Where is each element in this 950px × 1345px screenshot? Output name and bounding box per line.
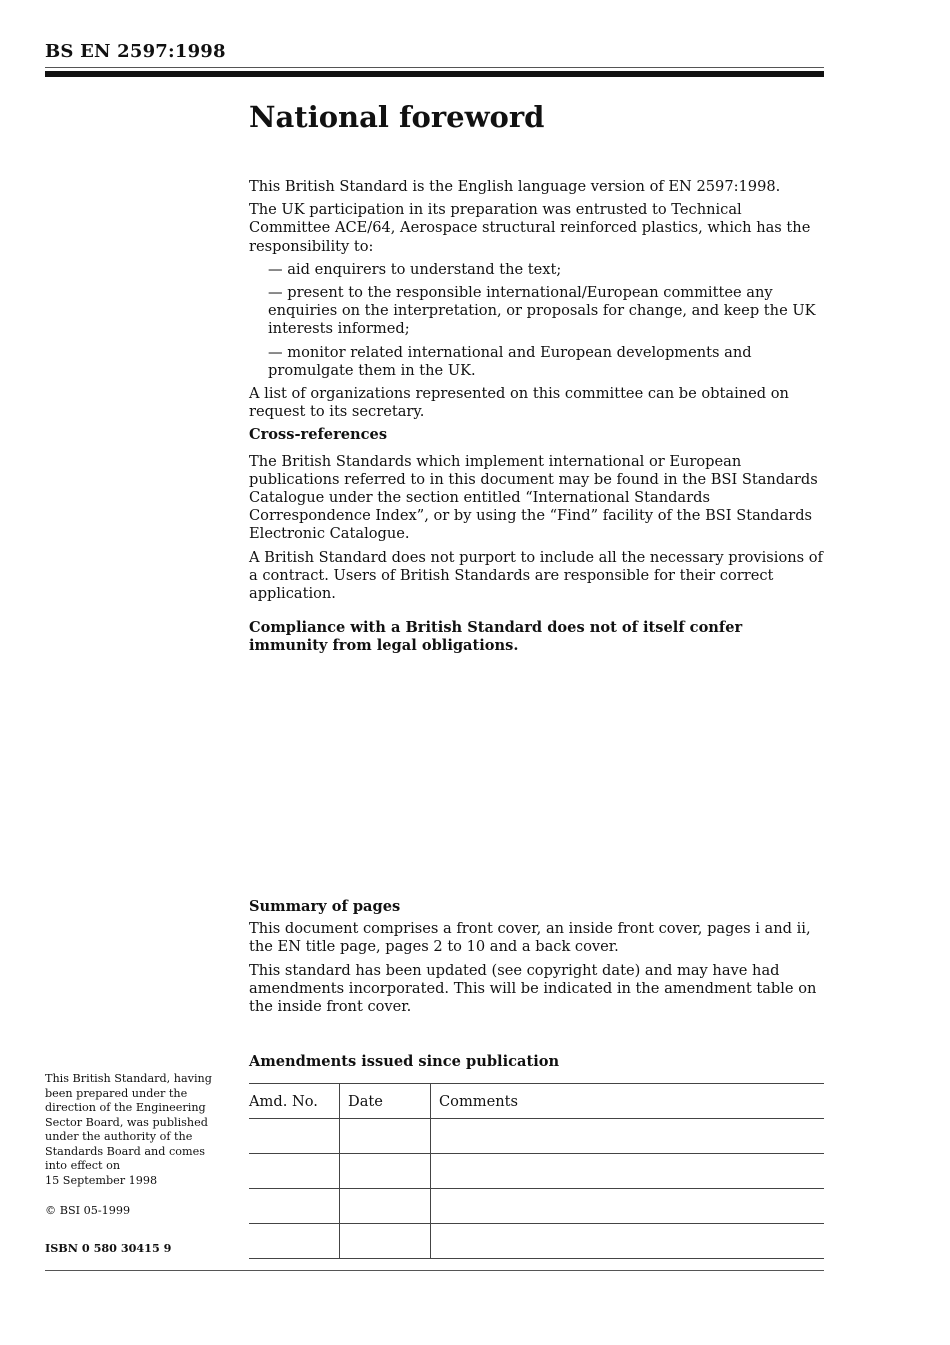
paragraph-uk-participation: The UK participation in its preparation was entrusted to Technical Committee ACE/64, Aerospace structural reinforced plastics, which has the responsibility to: <box>249 201 811 255</box>
table-cell <box>431 1119 825 1154</box>
foreword-body <box>249 178 824 661</box>
table-cell <box>431 1154 825 1189</box>
summary-heading: Summary of pages <box>249 898 401 915</box>
paragraph-contract-provisions: A British Standard does not purport to include all the necessary provisions of a contract. Users of British Standards are responsible for their correct application. <box>249 548 823 603</box>
amendments-heading: Amendments issued since publication <box>249 1053 560 1070</box>
table-cell <box>249 1224 340 1259</box>
compliance-notice: Compliance with a British Standard does not of itself confer immunity from legal obligations. <box>249 619 743 655</box>
table-cell <box>249 1154 340 1189</box>
table-row <box>249 1189 824 1224</box>
effective-date: 15 September 1998 <box>45 1173 158 1187</box>
list-item: — present to the responsible international/European committee any enquiries on the interpretation, or proposals for change, and keep the UK interests informed; <box>268 284 816 338</box>
table-cell <box>431 1224 825 1259</box>
copyright-notice: © BSI 05-1999 <box>45 1204 131 1217</box>
table-cell <box>340 1119 431 1154</box>
summary-of-pages <box>249 898 824 1021</box>
summary-paragraph: This document comprises a front cover, an inside front cover, pages i and ii, the EN title page, pages 2 to 10 and a back cover. <box>249 920 811 956</box>
amendments-table <box>249 1083 824 1259</box>
header-rule-thin <box>45 67 824 68</box>
table-cell <box>340 1224 431 1259</box>
document-id: BS EN 2597:1998 <box>45 41 226 62</box>
column-header-comments: Comments <box>431 1084 825 1119</box>
list-item: — monitor related international and European developments and promulgate them in the UK. <box>268 343 752 379</box>
table-row <box>249 1119 824 1154</box>
table-cell <box>340 1154 431 1189</box>
list-item: — aid enquirers to understand the text; <box>268 260 562 278</box>
table-cell <box>431 1189 825 1224</box>
publication-statement: This British Standard, having been prepared under the direction of the Engineering Sector Board, was published under the authority of the Standards Board and comes into effect on <box>45 1072 212 1172</box>
isbn: ISBN 0 580 30415 9 <box>45 1240 172 1255</box>
table-row <box>249 1154 824 1189</box>
table-row <box>249 1224 824 1259</box>
paragraph-crossref: The British Standards which implement international or European publications referred to in this document may be found in the BSI Standards Catalogue under the section entitled “International Standards Correspondence Index”, or by using the “Find” facility of the BSI Standards Electronic Catalogue. <box>249 452 818 543</box>
paragraph-committee-list: A list of organizations represented on this committee can be obtained on request to its secretary. <box>249 385 789 421</box>
crossref-heading: Cross-references <box>249 426 388 444</box>
column-header-date: Date <box>340 1084 431 1119</box>
column-header-amd-no: Amd. No. <box>249 1084 340 1119</box>
footer-rule <box>45 1270 824 1271</box>
header-rule-thick <box>45 71 824 77</box>
table-header-row <box>249 1084 824 1119</box>
summary-paragraph: This standard has been updated (see copyright date) and may have had amendments incorporated. This will be indicated in the amendment table on the inside front cover. <box>249 961 817 1016</box>
table-cell <box>249 1189 340 1224</box>
table-cell <box>249 1119 340 1154</box>
publication-sidebar <box>45 1072 230 1255</box>
paragraph-language-version: This British Standard is the English language version of EN 2597:1998. <box>249 178 781 195</box>
table-cell <box>340 1189 431 1224</box>
page-title: National foreword <box>249 100 545 134</box>
